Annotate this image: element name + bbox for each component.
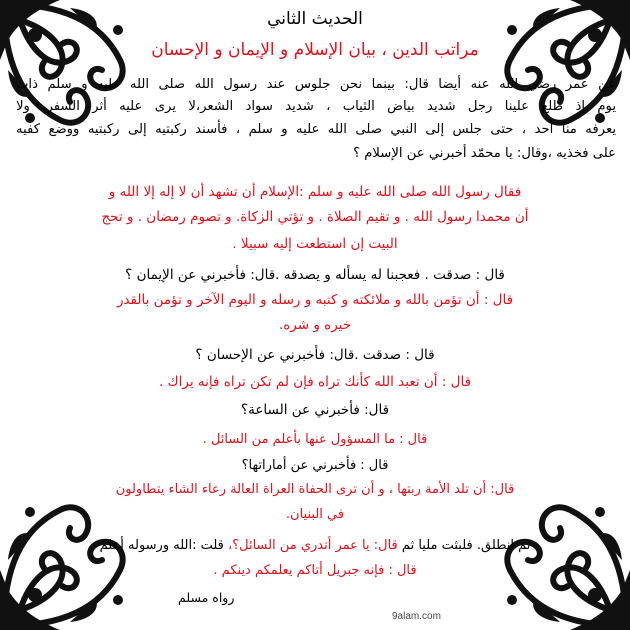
page-title: الحديث الثاني bbox=[267, 9, 363, 29]
ihsan-answer: قال : أن تعبد الله كأنك تراه فإن لم تكن تراه فإنه يراك . bbox=[158, 374, 472, 390]
ending-question-highlight: قال: يا عمر أتدري من السائل؟، bbox=[228, 538, 398, 553]
intro-line: يعرفه منا أحد ، حتى جلس إلى النبي صلى الله عليه و سلم ، فأسند ركبتيه إلى ركبتيه ووضع كفيه bbox=[16, 122, 616, 137]
islam-answer-line: فقال رسول الله صلى الله عليه و سلم :الإسلام أن تشهد أن لا إله إلا الله و bbox=[108, 184, 522, 200]
intro-line: على فخذيه ،وقال: يا محمّد أخبرني عن الإسلام ؟ bbox=[353, 146, 616, 161]
site-watermark: 9alam.com bbox=[392, 611, 441, 622]
ihsan-question: قال : صدقت .قال: فأخبرني عن الإحسان ؟ bbox=[195, 347, 435, 363]
signs-question: قال : فأخبرني عن أماراتها؟ bbox=[241, 458, 389, 473]
ending-question bbox=[0, 538, 630, 553]
ending-answer: قال : فإنه جبريل أتاكم يعلمكم دينكم . bbox=[213, 563, 417, 578]
intro-line: يوم إذ طلع علينا رجل شديد بياض الثياب ، شديد سواد الشعر،لا يرى عليه أثر السفر، ولا bbox=[16, 99, 616, 114]
signs-answer-line: قال: أن تلد الأمة ربتها ، و أن ترى الحفاة العراة العالة رعاء الشاء يتطاولون bbox=[115, 482, 515, 497]
iman-answer-line: خيره و شره. bbox=[278, 317, 352, 333]
page-subtitle: مراتب الدين ، بيان الإسلام و الإيمان و الإحسان bbox=[151, 40, 479, 60]
iman-question: قال : صدقت . فعجبنا له يسأله و يصدقه .قال: فأخبرني عن الإيمان ؟ bbox=[125, 267, 505, 283]
ending-question-suffix: قلت :الله ورسوله أعلم bbox=[99, 538, 229, 553]
islam-answer-line: البيت إن استطعت إليه سبيلا . bbox=[232, 236, 398, 252]
signs-answer-line: في البنيان. bbox=[285, 507, 345, 522]
intro-line: عن عمر رضي الله عنه أيضا قال: بينما نحن جلوس عند رسول الله صلى الله عليه و سلم ذات bbox=[16, 77, 616, 92]
narrator-credit: رواه مسلم bbox=[178, 590, 235, 605]
iman-answer-line: قال : أن تؤمن بالله و ملائكته و كتبه و رسله و اليوم الآخر و تؤمن بالقدر bbox=[116, 292, 514, 308]
hour-question: قال: فأخبرني عن الساعة؟ bbox=[240, 402, 390, 418]
islam-answer-line: أن محمدا رسول الله . و تقيم الصلاة . و تؤتي الزكاة. و تصوم رمضان . و تحج bbox=[101, 209, 529, 225]
hour-answer: قال : ما المسؤول عنها بأعلم من السائل . bbox=[202, 432, 428, 447]
ending-question-prefix: ثم انطلق. فلبثت مليا ثم bbox=[397, 538, 531, 553]
